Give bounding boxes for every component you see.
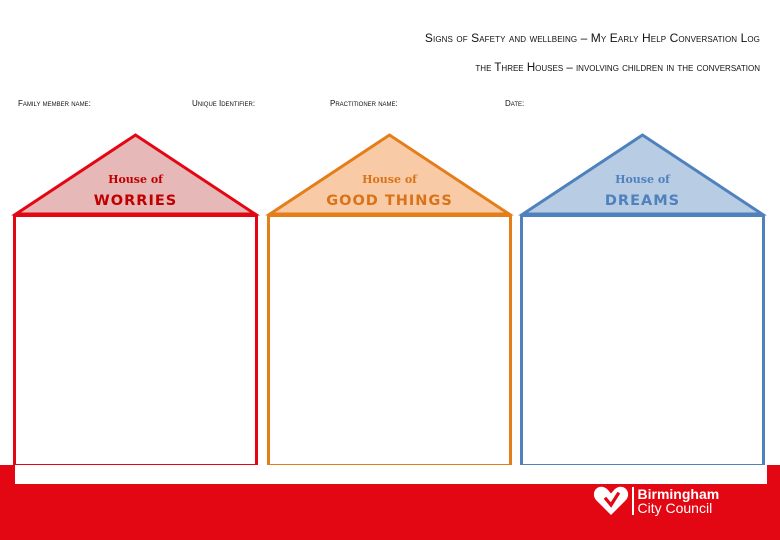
house-worries-writing-area[interactable]	[13, 214, 258, 467]
house-worries-prefix: House of	[108, 173, 163, 186]
house-dreams-prefix: House of	[615, 173, 670, 186]
house-worries-title: WORRIES	[93, 193, 178, 209]
house-good-things	[267, 133, 512, 467]
birmingham-city-council-logo	[593, 484, 719, 518]
logo-line-1: Birmingham	[637, 486, 720, 502]
heart-icon	[593, 486, 629, 516]
footer-white-strip	[15, 465, 767, 484]
logo-line-2: City Council	[637, 500, 713, 516]
house-dreams-title: DREAMS	[604, 193, 681, 209]
family-member-name-label: Family member name:	[18, 99, 91, 108]
practitioner-name-label: Practitioner name:	[330, 99, 398, 108]
house-good-things-writing-area[interactable]	[267, 214, 512, 467]
page-subtitle: the Three Houses – involving children in the conversation	[475, 62, 760, 74]
date-label: Date:	[505, 99, 525, 108]
house-good-things-title: GOOD THINGS	[326, 193, 453, 209]
page-title: Signs of Safety and wellbeing – My Early Help Conversation Log	[424, 31, 760, 45]
house-good-things-prefix: House of	[362, 173, 417, 186]
logo-divider	[632, 487, 634, 515]
logo-text	[638, 487, 720, 515]
unique-identifier-label: Unique Identifier:	[192, 99, 256, 108]
house-dreams-writing-area[interactable]	[520, 214, 765, 467]
house-worries	[13, 133, 258, 467]
house-dreams	[520, 133, 765, 467]
